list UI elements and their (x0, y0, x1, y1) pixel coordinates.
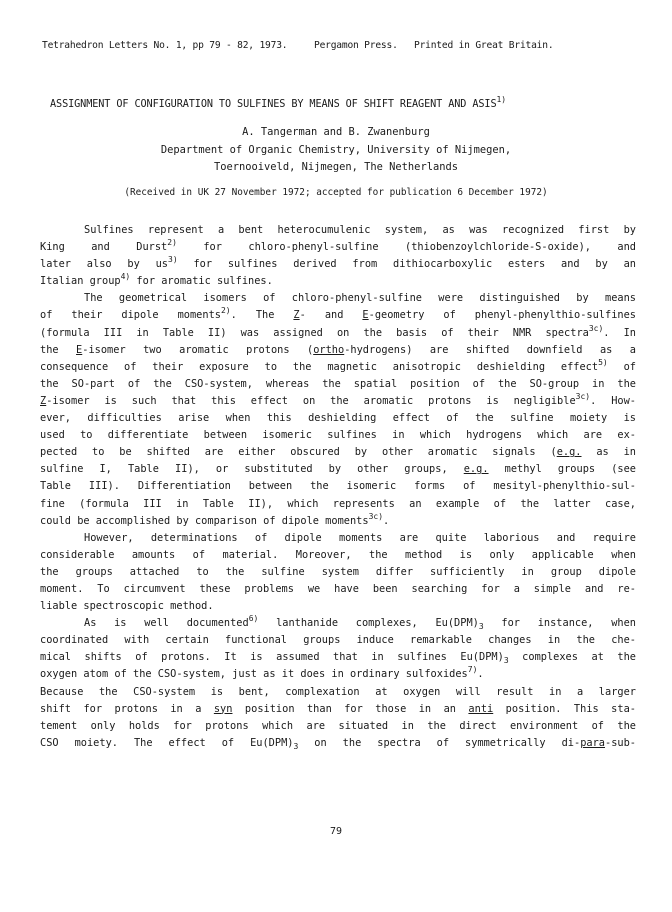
title-text: ASSIGNMENT OF CONFIGURATION TO SULFINES BY MEANS OF SHIFT REAGENT AND ASIS (50, 99, 497, 110)
paragraph-1 (40, 222, 636, 290)
text-line: the groups attached to the sulfine system differ sufficiently in group dipole (40, 565, 636, 578)
text-line: (formula III in Table II) was assigned on the basis of their NMR spectra$^{3c)}$. In (40, 323, 636, 339)
reference-mark: 3) (168, 255, 178, 265)
running-header (42, 40, 642, 51)
reference-mark: 6) (248, 614, 259, 624)
article-body (40, 222, 636, 752)
text-line: liable spectroscopic method. (40, 600, 214, 613)
text-line: Because the CSO-system is bent, complexation at oxygen will result in a larger (40, 685, 636, 698)
paragraph-2 (40, 290, 636, 529)
text-line: moment. To circumvent these problems we have been searching for a simple and re- (40, 582, 636, 595)
text-line: considerable amounts of material. Moreover, the method is only applicable when (40, 548, 636, 561)
journal-citation: Tetrahedron Letters No. 1, pp 79 - 82, 1973. (42, 40, 288, 51)
received-note: (Received in UK 27 November 1972; accepted for publication 6 December 1972) (124, 187, 548, 198)
reference-mark: 4) (120, 272, 131, 282)
text-line: The geometrical isomers of chloro-phenyl-sulfine were distinguished by means (84, 292, 636, 305)
text-line: King and Durst$^{2)}$ for chloro-phenyl-sulfine (thiobenzoylchloride-S-oxide), and (40, 238, 636, 254)
text-line: ever, difficulties arise when this deshielding effect of the sulfine moiety is (40, 412, 636, 425)
text-line: consequence of their exposure to the magnetic anisotropic deshielding effect$^{5)}$ of (40, 357, 636, 373)
text-line: used to differentiate between isomeric sulfines in which hydrogens which are ex- (40, 429, 636, 442)
paragraph-4 (40, 615, 636, 752)
reference-mark: 3c) (575, 391, 591, 401)
authors: A. Tangerman and B. Zwanenburg (242, 126, 430, 138)
text-line: the SO-part of the CSO-system, whereas the spatial position of the SO-group in the (40, 377, 636, 390)
text-line: As is well documented$^{6)}$ lanthanide complexes, $Eu(DPM)_3$ for instance, when (84, 614, 636, 632)
reference-mark: 7) (467, 665, 478, 675)
reference-mark: 2) (167, 238, 177, 248)
text-line: oxygen atom of the CSO-system, just as it does in ordinary sulfoxides$^{7)}$. (40, 665, 484, 681)
affiliation-line-1: Department of Organic Chemistry, University of Nijmegen, (160, 144, 512, 156)
text-line: Z-isomer is such that this effect on the aromatic protons is negligible$^{3c)}$. How- (40, 391, 636, 407)
text-line: Table III). Differentiation between the isomeric forms of mesityl-phenylthio-sul- (40, 480, 636, 493)
article-title (50, 95, 630, 110)
text-line: of their dipole moments$^{2)}$. The Z- and E-geometry of phenyl-phenylthio-sulfines (40, 306, 636, 322)
text-line: tement only holds for protons which are situated in the direct environment of the (40, 719, 636, 732)
text-line: later also by $us^{3)}$ for sulfines derived from dithiocarboxylic esters and by an (40, 255, 636, 271)
text-line: CSO moiety. The effect of $Eu(DPM)_3$ on the spectra of symmetrically di-para-sub- (40, 736, 636, 751)
text-line: Italian group$^{4)}$ for aromatic sulfines. (40, 272, 273, 288)
text-line: sulfine I, Table II), or substituted by other groups, e.g. methyl groups (see (40, 463, 636, 476)
text-line: could be accomplished by comparison of dipole moments$^{3c)}$. (40, 511, 390, 527)
text-line: Sulfines represent a bent heterocumulenic system, as was recognized first by (84, 224, 636, 236)
page-number: 79 (329, 826, 343, 837)
text-line: However, determinations of dipole moments are quite laborious and require (84, 531, 636, 544)
reference-mark: 3c) (588, 323, 604, 333)
publisher: Pergamon Press. (314, 40, 398, 51)
reference-mark: 2) (220, 306, 231, 316)
text-line: shift for protons in a syn position than for those in an anti position. This sta- (40, 702, 636, 715)
affiliation-line-2: Toernooiveld, Nijmegen, The Netherlands (214, 161, 458, 173)
title-ref: 1) (496, 95, 506, 104)
reference-mark: 5) (598, 357, 608, 367)
text-line: pected to be shifted are either obscured by other aromatic signals (e.g. as in (40, 446, 636, 459)
text-line: fine (formula III in Table II), which represents an example of the latter case, (40, 497, 636, 510)
printed-note: Printed in Great Britain. (414, 40, 554, 51)
reference-mark: 3c) (368, 511, 384, 521)
text-line: mical shifts of protons. It is assumed that in sulfines $Eu(DPM)_3$ complexes at the (40, 651, 637, 666)
text-line: the E-isomer two aromatic protons (ortho-hydrogens) are shifted downfield as a (40, 343, 636, 356)
paragraph-3 (40, 530, 636, 615)
text-line: coordinated with certain functional groups induce remarkable changes in the che- (40, 634, 636, 647)
